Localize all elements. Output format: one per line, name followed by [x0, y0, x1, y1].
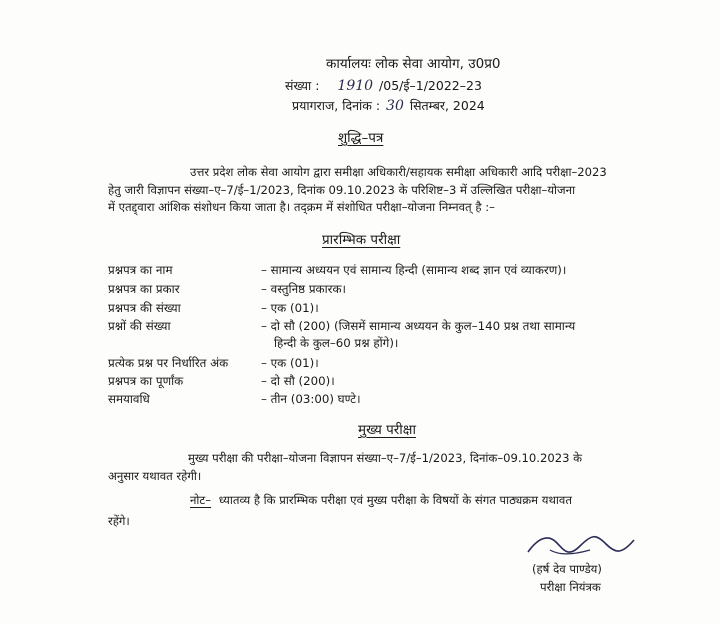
number-suffix: /05/ई–1/2022–23 [379, 78, 482, 93]
prelim-row-paper-name [108, 262, 668, 280]
place-date [292, 97, 485, 114]
number-prefix: संख्या : [285, 78, 320, 93]
note-label: नोट– [190, 493, 212, 507]
row-label: समयावधि [108, 392, 150, 406]
row-value: – दो सौ (200)। [261, 374, 335, 388]
document-title: शुद्धि–पत्र [338, 130, 384, 146]
row-label: प्रश्नपत्र का पूर्णांक [108, 374, 184, 388]
row-label: प्रश्नों की संख्या [108, 319, 171, 333]
row-value: – वस्तुनिष्ठ प्रकारक। [261, 282, 347, 296]
intro-line-3: में एतद्द्वारा आंशिक संशोधन किया जाता है। तद्क्रम में संशोधित परीक्षा–योजना निम्नवत् है :– [108, 200, 495, 214]
date-prefix: प्रयागराज, दिनांक : [292, 98, 381, 113]
note-text: ध्यातव्य है कि प्रारम्भिक परीक्षा एवं मुख्य परीक्षा के विषयों के संगत पाठ्यक्रम यथावत [218, 493, 572, 507]
handwritten-number: 1910 [337, 78, 374, 94]
main-exam-line-2: अनुसार यथावत रहेगी। [108, 469, 202, 483]
prelim-row-duration [108, 391, 668, 409]
row-label: प्रश्नपत्र का नाम [108, 263, 173, 277]
signatory-name: (हर्ष देव पाण्डेय) [532, 562, 602, 576]
row-label: प्रश्नपत्र की संख्या [108, 301, 181, 315]
signatory-designation: परीक्षा नियंत्रक [540, 580, 601, 594]
reference-number [285, 77, 482, 94]
intro-line-2: हेतु जारी विज्ञापन संख्या–ए–7/ई–1/2023, दिनांक 09.10.2023 के परिशिष्ट–3 में उल्लिखित परीक्षा–योजना [108, 183, 576, 197]
prelim-row-total-marks [108, 373, 668, 391]
intro-line-1: उत्तर प्रदेश लोक सेवा आयोग द्वारा समीक्षा अधिकारी/सहायक समीक्षा अधिकारी आदि परीक्षा–2023 [190, 165, 607, 179]
note-line-1 [190, 493, 572, 508]
row-label: प्रत्येक प्रश्न पर निर्धारित अंक [108, 356, 229, 370]
prelim-row-marks-per-question [108, 355, 668, 373]
prelim-row-paper-count [108, 300, 668, 318]
office-line: कार्यालयः लोक सेवा आयोग, उ0प्र0 [326, 56, 501, 72]
row-value: – एक (01)। [261, 301, 319, 315]
main-exam-heading: मुख्य परीक्षा [358, 422, 416, 438]
note-line-2: रहेंगे। [108, 514, 130, 528]
prelim-heading: प्रारम्भिक परीक्षा [322, 232, 401, 248]
signature-scribble [520, 528, 640, 562]
main-exam-line-1: मुख्य परीक्षा की परीक्षा–योजना विज्ञापन संख्या–ए–7/ई–1/2023, दिनांक–09.10.2023 के [188, 451, 583, 465]
handwritten-date: 30 [386, 98, 404, 114]
prelim-row-question-count [108, 318, 668, 354]
row-label: प्रश्नपत्र का प्रकार [108, 282, 180, 296]
row-value: – दो सौ (200) (जिसमें सामान्य अध्ययन के कुल–140 प्रश्न तथा सामान्य [261, 319, 576, 333]
row-value: – तीन (03:00) घण्टे। [261, 392, 361, 406]
date-suffix: सितम्बर, 2024 [409, 98, 485, 113]
row-value: – एक (01)। [261, 356, 319, 370]
prelim-row-paper-type [108, 281, 668, 299]
row-value-continued: हिन्दी के कुल–60 प्रश्न होंगे)। [274, 336, 399, 350]
row-value: – सामान्य अध्ययन एवं सामान्य हिन्दी (सामान्य शब्द ज्ञान एवं व्याकरण)। [261, 263, 567, 277]
